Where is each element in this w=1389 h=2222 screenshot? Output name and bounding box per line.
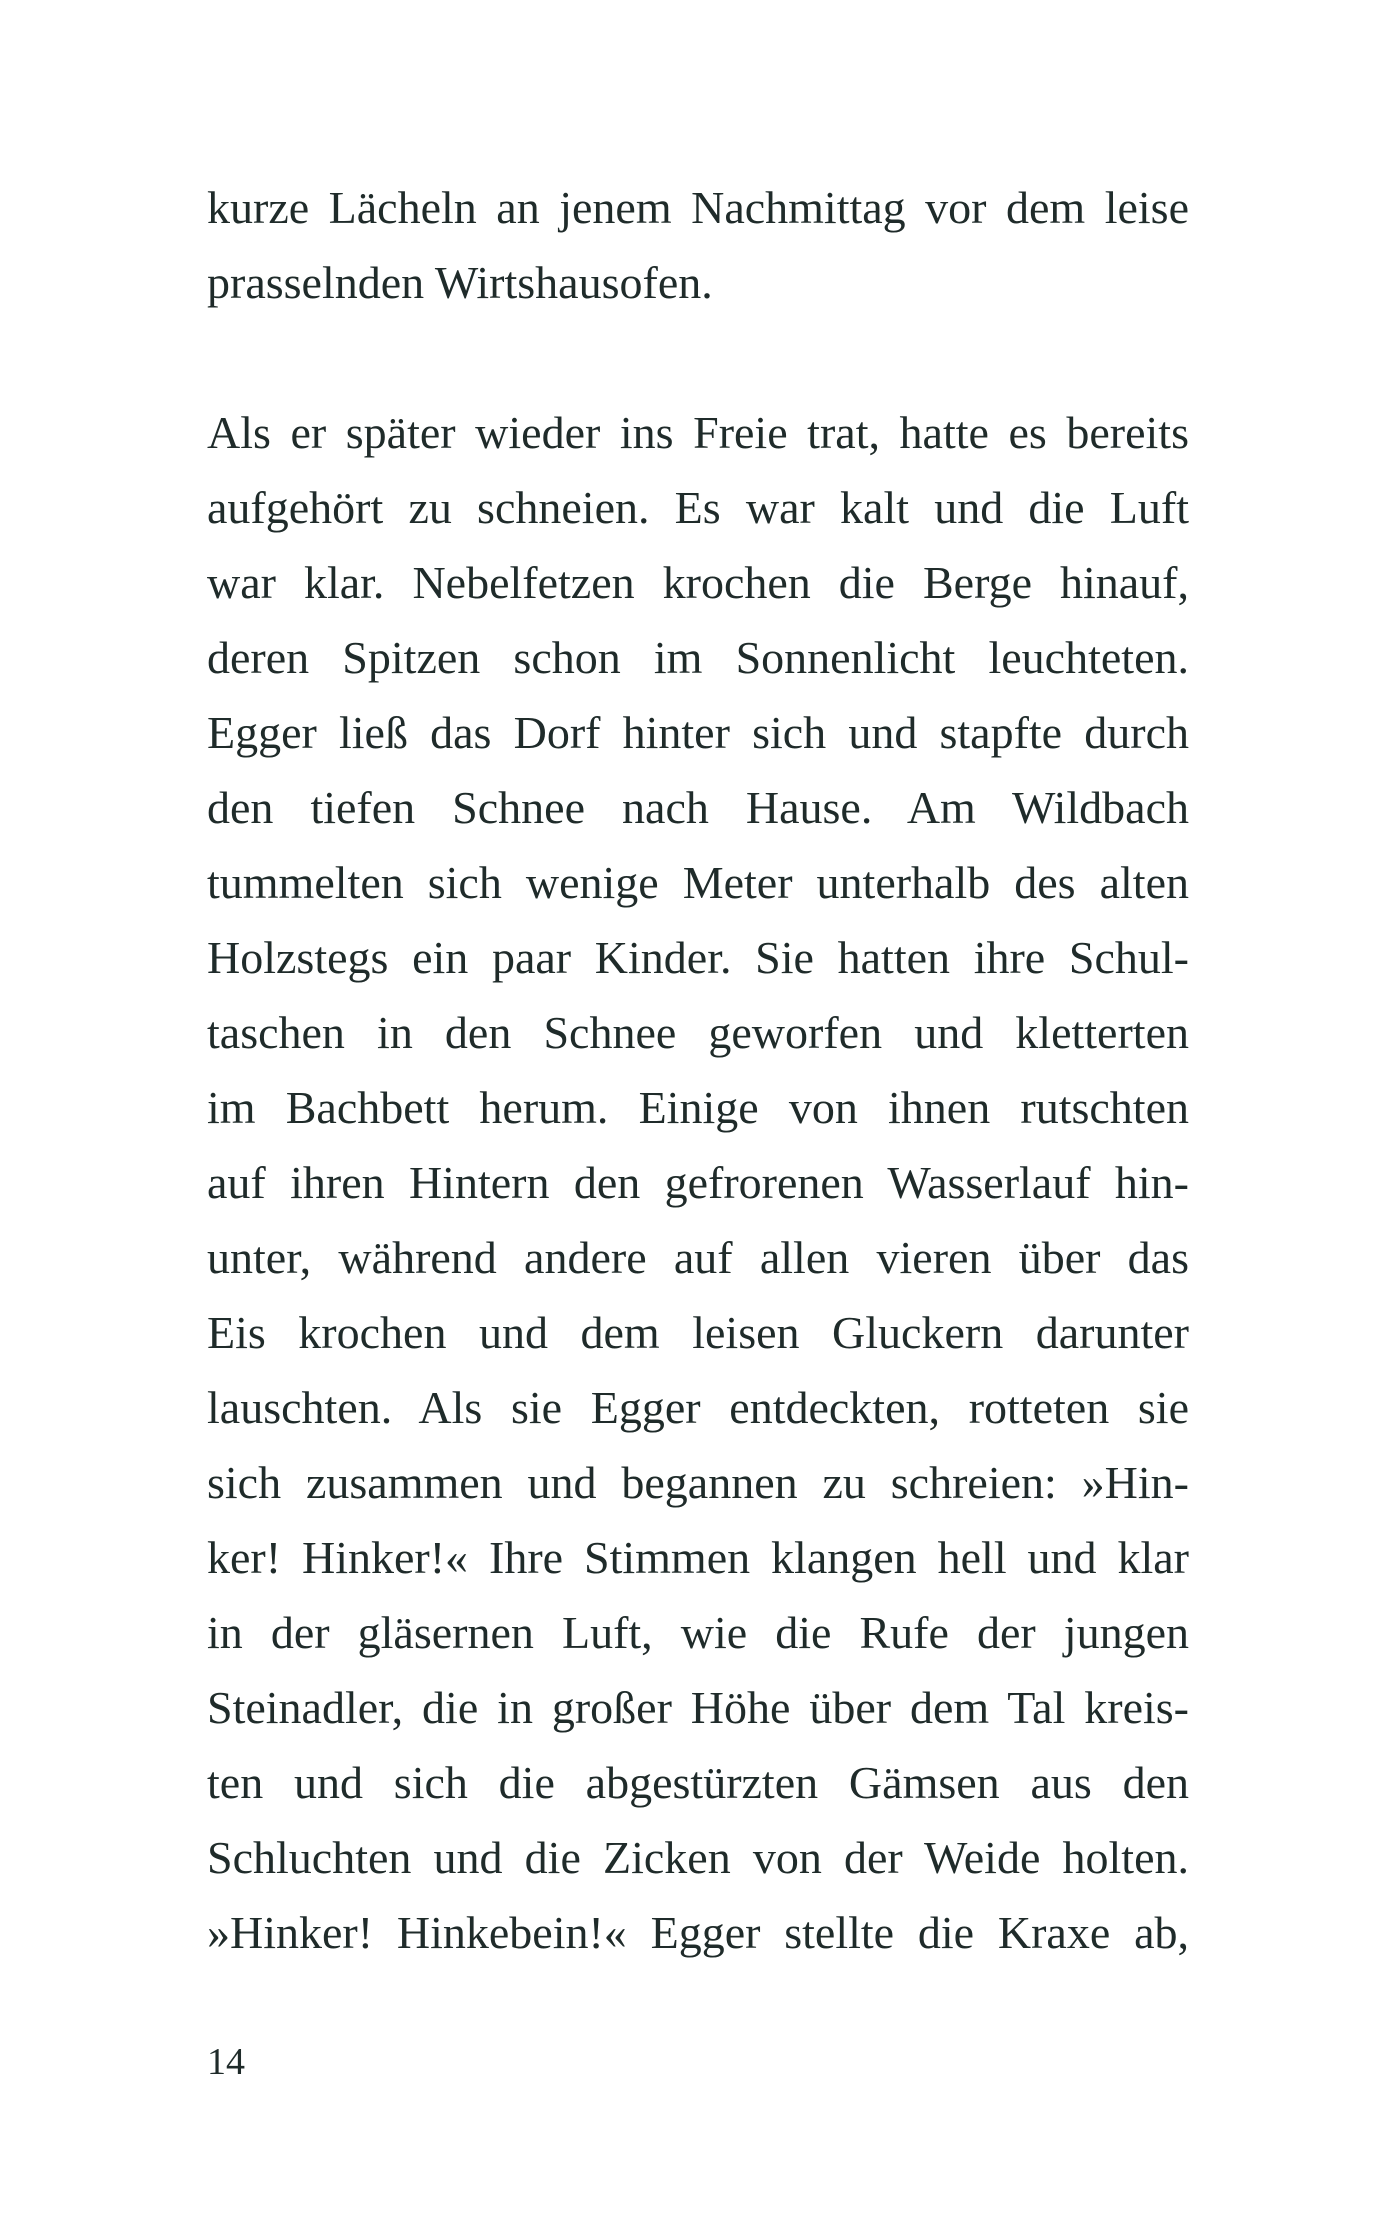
text-line: war klar. Nebelfetzen krochen die Berge hinauf, <box>207 557 1189 608</box>
text-line: aufgehört zu schneien. Es war kalt und die Luft <box>207 482 1189 533</box>
paragraph-gap <box>207 320 1189 395</box>
text-line: Steinadler, die in großer Höhe über dem Tal kreis- <box>207 1682 1189 1733</box>
text-line: ker! Hinker!« Ihre Stimmen klangen hell und klar <box>207 1532 1189 1583</box>
text-line: Schluchten und die Zicken von der Weide holten. <box>207 1832 1189 1883</box>
text-line: im Bachbett herum. Einige von ihnen rutschten <box>207 1082 1189 1133</box>
text-line: kurze Lächeln an jenem Nachmittag vor dem leise <box>207 182 1189 233</box>
text-line: prasselnden Wirtshausofen. <box>207 257 713 308</box>
text-line: Eis krochen und dem leisen Gluckern darunter <box>207 1307 1189 1358</box>
text-line: lauschten. Als sie Egger entdeckten, rotteten sie <box>207 1382 1189 1433</box>
text-line: Holzstegs ein paar Kinder. Sie hatten ihre Schul- <box>207 932 1189 983</box>
text-line: taschen in den Schnee geworfen und kletterten <box>207 1007 1189 1058</box>
text-line: »Hinker! Hinkebein!« Egger stellte die Kraxe ab, <box>207 1907 1189 1958</box>
text-line: ten und sich die abgestürzten Gämsen aus den <box>207 1757 1189 1808</box>
text-line: Als er später wieder ins Freie trat, hatte es bereits <box>207 407 1189 458</box>
page-number: 14 <box>207 2041 245 2083</box>
page-body <box>207 170 1189 1970</box>
paragraph-1 <box>207 170 1189 320</box>
text-line: auf ihren Hintern den gefrorenen Wasserlauf hin- <box>207 1157 1189 1208</box>
text-line: sich zusammen und begannen zu schreien: »Hin- <box>207 1457 1189 1508</box>
text-line: tummelten sich wenige Meter unterhalb des alten <box>207 857 1189 908</box>
text-line: unter, während andere auf allen vieren über das <box>207 1232 1189 1283</box>
text-line: deren Spitzen schon im Sonnenlicht leuchteten. <box>207 632 1189 683</box>
paragraph-2 <box>207 395 1189 1970</box>
text-line: in der gläsernen Luft, wie die Rufe der jungen <box>207 1607 1189 1658</box>
text-line: Egger ließ das Dorf hinter sich und stapfte durch <box>207 707 1189 758</box>
text-line: den tiefen Schnee nach Hause. Am Wildbach <box>207 782 1189 833</box>
